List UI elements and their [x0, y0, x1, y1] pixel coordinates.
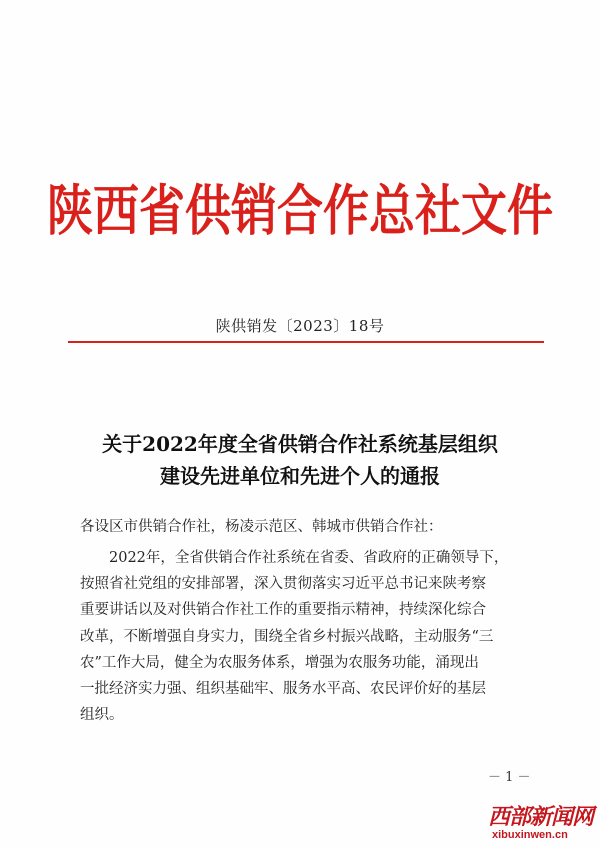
issuer-header: 陕西省供销合作总社文件 — [47, 178, 553, 243]
body-line: 2022年，全省供销合作社系统在省委、省政府的正确领导下， — [80, 550, 509, 566]
title-line-1: 关于2022年度全省供销合作社系统基层组织 — [102, 432, 498, 456]
site-watermark — [488, 800, 598, 846]
body-line: 一批经济实力强、组织基础牢、服务水平高、农民评价好的基层 — [80, 681, 486, 698]
body-line: 改革，不断增强自身实力，围绕全省乡村振兴战略，主动服务“三 — [80, 628, 494, 645]
watermark-logo: 西部新闻网 — [488, 804, 594, 830]
body-line: 重要讲话以及对供销合作社工作的重要指示精神，持续深化综合 — [80, 602, 486, 619]
salutation: 各设区市供销合作社，杨凌示范区、韩城市供销合作社： — [80, 519, 443, 535]
document-title — [40, 428, 560, 492]
body-line: 组织。 — [80, 707, 124, 724]
red-divider-line — [68, 341, 544, 343]
body-line: 按照省社党组的安排部署，深入贯彻落实习近平总书记来陕考察 — [80, 576, 486, 593]
watermark-url: xibuxinwen.cn — [492, 829, 568, 841]
title-line-2: 建设先进单位和先进个人的通报 — [160, 464, 440, 488]
body-paragraph — [80, 545, 558, 728]
body-line: 农”工作大局，健全为农服务体系，增强为农服务功能，涌现出 — [80, 654, 479, 671]
page-number: － 1 － — [488, 770, 531, 785]
document-number: 陕供销发〔2023〕18号 — [215, 317, 385, 335]
